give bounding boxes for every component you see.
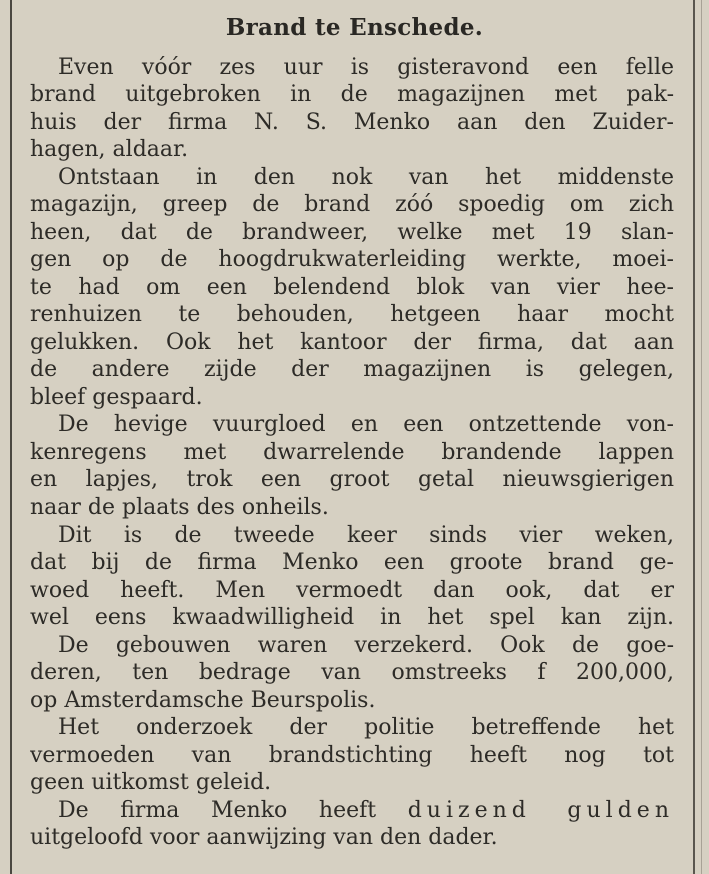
- article-line: hagen, aldaar.: [30, 137, 189, 162]
- article-line: gelukken. Ook het kantoor der firma, dat aan: [30, 330, 674, 355]
- column-rule-right: [693, 0, 695, 874]
- article-line: te had om een belendend blok van vier hee-: [30, 275, 674, 300]
- column-rule-left: [10, 0, 12, 874]
- emphasis-text: duizend gulden: [407, 798, 674, 823]
- article-line: op Amsterdamsche Beurspolis.: [30, 688, 376, 713]
- article-line: vermoeden van brandstichting heeft nog tot: [30, 743, 674, 768]
- article-line: brand uitgebroken in de magazijnen met pak-: [30, 82, 674, 107]
- article-line: heen, dat de brandweer, welke met 19 slan-: [30, 220, 674, 245]
- article-line: naar de plaats des onheils.: [30, 495, 329, 520]
- article-line: Het onderzoek der politie betreffende het: [58, 715, 674, 740]
- article-line: kenregens met dwarrelende brandende lappen: [30, 440, 674, 465]
- article-line: magazijn, greep de brand zóó spoedig om zich: [30, 192, 674, 217]
- article-line: Even vóór zes uur is gisteravond een felle: [58, 55, 674, 80]
- article-line: bleef gespaard.: [30, 385, 203, 410]
- article-line: de andere zijde der magazijnen is gelegen,: [30, 357, 674, 382]
- article-line: huis der firma N. S. Menko aan den Zuider-: [30, 110, 674, 135]
- article-text: De firma Menko heeft: [58, 798, 377, 823]
- article-line: renhuizen te behouden, hetgeen haar mocht: [30, 302, 674, 327]
- article-line: Ontstaan in den nok van het middenste: [58, 165, 674, 190]
- column-rule-right-faint: [701, 0, 702, 874]
- article-line: woed heeft. Men vermoedt dan ook, dat er: [30, 578, 674, 603]
- article-line: De gebouwen waren verzekerd. Ook de goe-: [58, 633, 674, 658]
- article-line: Dit is de tweede keer sinds vier weken,: [58, 523, 674, 548]
- article-line: De hevige vuurgloed en een ontzettende von-: [58, 412, 674, 437]
- article-line: wel eens kwaadwilligheid in het spel kan zijn.: [30, 605, 674, 630]
- article-line: en lapjes, trok een groot getal nieuwsgierigen: [30, 467, 674, 492]
- article-line-spaced: [58, 796, 674, 826]
- article-line: deren, ten bedrage van omstreeks f 200,000,: [30, 660, 674, 685]
- article-title: Brand te Enschede.: [225, 14, 484, 41]
- article-line: dat bij de firma Menko een groote brand ge-: [30, 550, 674, 575]
- article-line: uitgeloofd voor aanwijzing van den dader.: [30, 825, 498, 850]
- article-line: gen op de hoogdrukwaterleiding werkte, moei-: [30, 247, 674, 272]
- article-line: geen uitkomst geleid.: [30, 770, 272, 795]
